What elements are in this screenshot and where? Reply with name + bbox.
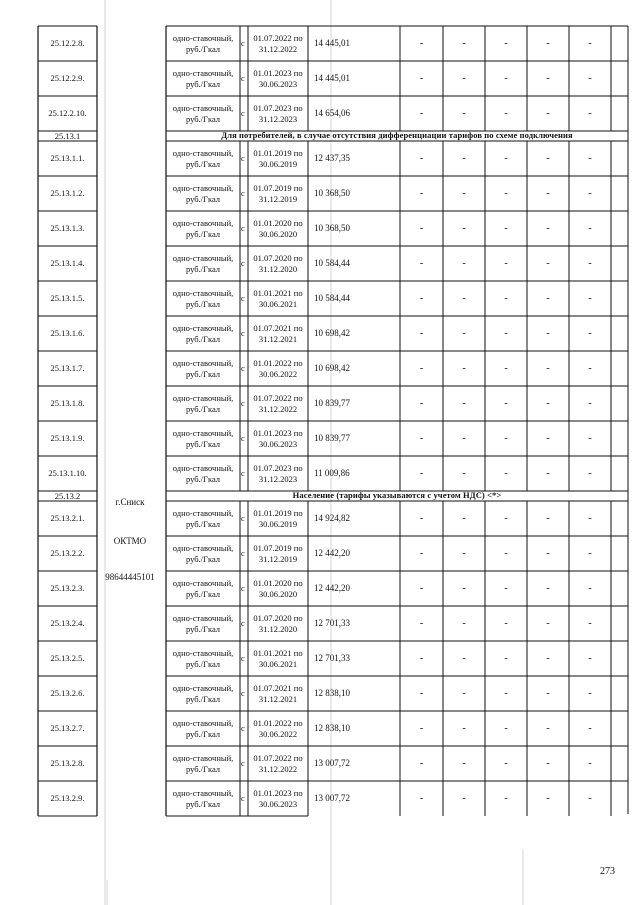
row-dash-cell: - xyxy=(546,73,550,84)
row-period: 01.07.2022 по 31.12.2022 xyxy=(253,392,303,414)
row-dash-cell: - xyxy=(462,723,466,734)
row-dash-cell: - xyxy=(546,398,550,409)
row-tariff-value: 12 442,20 xyxy=(314,548,350,558)
row-code: 25.13.1.4. xyxy=(50,258,85,268)
row-dash-cell: - xyxy=(504,108,508,119)
row-tariff-value: 10 584,44 xyxy=(314,293,350,303)
row-dash-cell: - xyxy=(588,73,592,84)
row-unit: одно-ставочный, руб./Гкал xyxy=(172,612,234,634)
row-dash-cell: - xyxy=(588,108,592,119)
row-period: 01.01.2023 по 30.06.2023 xyxy=(253,427,303,449)
row-dash-cell: - xyxy=(546,328,550,339)
row-code: 25.13.2.9. xyxy=(50,793,85,803)
row-dash-cell: - xyxy=(462,38,466,49)
row-unit: одно-ставочный, руб./Гкал xyxy=(172,682,234,704)
row-dash-cell: - xyxy=(419,258,424,269)
row-tariff-value: 14 445,01 xyxy=(314,38,350,48)
row-unit: одно-ставочный, руб./Гкал xyxy=(172,427,234,449)
row-c-letter: с xyxy=(241,363,245,373)
row-tariff-value: 13 007,72 xyxy=(314,758,350,768)
section-title: Для потребителей, в случае отсутствия дифференциации тарифов по схеме подключения xyxy=(221,130,573,140)
row-dash-cell: - xyxy=(588,293,592,304)
row-dash-cell: - xyxy=(462,108,466,119)
row-c-letter: с xyxy=(241,258,245,268)
row-dash-cell: - xyxy=(588,618,592,629)
row-dash-cell: - xyxy=(588,188,592,199)
row-dash-cell: - xyxy=(546,653,550,664)
row-code: 25.13.1.8. xyxy=(50,398,85,408)
row-c-letter: с xyxy=(241,583,245,593)
row-dash-cell: - xyxy=(504,688,508,699)
row-dash-cell: - xyxy=(462,293,466,304)
row-period: 01.01.2022 по 30.06.2022 xyxy=(253,717,303,739)
row-unit: одно-ставочный, руб./Гкал xyxy=(172,357,234,379)
row-dash-cell: - xyxy=(546,153,550,164)
row-period: 01.07.2019 по 31.12.2019 xyxy=(253,542,303,564)
row-dash-cell: - xyxy=(546,108,550,119)
row-period: 01.01.2023 по 30.06.2023 xyxy=(253,67,303,89)
row-period: 01.07.2021 по 31.12.2021 xyxy=(253,322,303,344)
row-dash-cell: - xyxy=(504,398,508,409)
row-c-letter: с xyxy=(241,688,245,698)
row-dash-cell: - xyxy=(588,38,592,49)
row-period: 01.01.2021 по 30.06.2021 xyxy=(253,287,303,309)
row-tariff-value: 10 698,42 xyxy=(314,363,350,373)
row-period: 01.01.2021 по 30.06.2021 xyxy=(253,647,303,669)
row-code: 25.13.1.10. xyxy=(48,468,87,478)
row-dash-cell: - xyxy=(462,583,466,594)
row-tariff-value: 12 701,33 xyxy=(314,618,350,628)
row-code: 25.13.2.7. xyxy=(50,723,85,733)
row-dash-cell: - xyxy=(462,688,466,699)
row-dash-cell: - xyxy=(462,258,466,269)
row-dash-cell: - xyxy=(462,363,466,374)
row-dash-cell: - xyxy=(419,468,424,479)
row-c-letter: с xyxy=(241,398,245,408)
row-tariff-value: 13 007,72 xyxy=(314,793,350,803)
row-dash-cell: - xyxy=(419,723,424,734)
row-code: 25.12.2.10. xyxy=(48,108,87,118)
row-code: 25.13.1.2. xyxy=(50,188,85,198)
row-c-letter: с xyxy=(241,73,245,83)
row-dash-cell: - xyxy=(419,583,424,594)
row-unit: одно-ставочный, руб./Гкал xyxy=(172,717,234,739)
row-dash-cell: - xyxy=(588,258,592,269)
row-unit: одно-ставочный, руб./Гкал xyxy=(172,147,234,169)
row-dash-cell: - xyxy=(462,513,466,524)
row-unit: одно-ставочный, руб./Гкал xyxy=(172,647,234,669)
row-code: 25.13.1.6. xyxy=(50,328,85,338)
row-unit: одно-ставочный, руб./Гкал xyxy=(172,577,234,599)
row-tariff-value: 10 368,50 xyxy=(314,223,350,233)
row-dash-cell: - xyxy=(462,73,466,84)
row-code: 25.13.2.1. xyxy=(50,513,85,523)
row-period: 01.07.2022 по 31.12.2022 xyxy=(253,752,303,774)
row-dash-cell: - xyxy=(504,433,508,444)
row-period: 01.07.2023 по 31.12.2023 xyxy=(253,462,303,484)
row-c-letter: с xyxy=(241,758,245,768)
row-dash-cell: - xyxy=(588,723,592,734)
row-c-letter: с xyxy=(241,548,245,558)
row-c-letter: с xyxy=(241,188,245,198)
row-unit: одно-ставочный, руб./Гкал xyxy=(172,752,234,774)
row-c-letter: с xyxy=(241,433,245,443)
row-code: 25.13.2.6. xyxy=(50,688,85,698)
row-code: 25.13.2.2. xyxy=(50,548,85,558)
row-code: 25.13.2.4. xyxy=(50,618,85,628)
row-unit: одно-ставочный, руб./Гкал xyxy=(172,322,234,344)
row-period: 01.01.2019 по 30.06.2019 xyxy=(253,147,303,169)
row-dash-cell: - xyxy=(546,223,550,234)
row-unit: одно-ставочный, руб./Гкал xyxy=(172,462,234,484)
row-dash-cell: - xyxy=(504,583,508,594)
row-dash-cell: - xyxy=(504,293,508,304)
row-dash-cell: - xyxy=(419,793,424,804)
row-period: 01.01.2023 по 30.06.2023 xyxy=(253,787,303,809)
row-dash-cell: - xyxy=(588,688,592,699)
row-dash-cell: - xyxy=(504,258,508,269)
row-period: 01.07.2019 по 31.12.2019 xyxy=(253,182,303,204)
row-dash-cell: - xyxy=(419,513,424,524)
row-dash-cell: - xyxy=(546,513,550,524)
row-dash-cell: - xyxy=(546,258,550,269)
row-dash-cell: - xyxy=(462,153,466,164)
row-dash-cell: - xyxy=(504,73,508,84)
row-c-letter: с xyxy=(241,513,245,523)
row-dash-cell: - xyxy=(504,548,508,559)
row-code: 25.13.1.5. xyxy=(50,293,85,303)
row-dash-cell: - xyxy=(588,653,592,664)
row-tariff-value: 12 838,10 xyxy=(314,688,350,698)
row-code: 25.12.2.9. xyxy=(50,73,85,83)
row-period: 01.07.2020 по 31.12.2020 xyxy=(253,612,303,634)
row-dash-cell: - xyxy=(546,293,550,304)
row-dash-cell: - xyxy=(546,618,550,629)
row-dash-cell: - xyxy=(419,548,424,559)
row-code: 25.12.2.8. xyxy=(50,38,85,48)
row-dash-cell: - xyxy=(462,433,466,444)
row-dash-cell: - xyxy=(419,618,424,629)
row-tariff-value: 10 368,50 xyxy=(314,188,350,198)
row-period: 01.01.2020 по 30.06.2020 xyxy=(253,217,303,239)
row-dash-cell: - xyxy=(462,328,466,339)
row-tariff-value: 12 437,35 xyxy=(314,153,350,163)
row-unit: одно-ставочный, руб./Гкал xyxy=(172,392,234,414)
row-dash-cell: - xyxy=(462,223,466,234)
row-unit: одно-ставочный, руб./Гкал xyxy=(172,542,234,564)
row-dash-cell: - xyxy=(546,758,550,769)
row-dash-cell: - xyxy=(504,513,508,524)
row-tariff-value: 10 584,44 xyxy=(314,258,350,268)
row-tariff-value: 14 654,06 xyxy=(314,108,350,118)
row-dash-cell: - xyxy=(504,723,508,734)
row-dash-cell: - xyxy=(419,188,424,199)
row-dash-cell: - xyxy=(462,618,466,629)
row-dash-cell: - xyxy=(588,793,592,804)
oktmo-code: 98644445101 xyxy=(105,572,155,582)
row-dash-cell: - xyxy=(546,688,550,699)
row-dash-cell: - xyxy=(419,328,424,339)
row-tariff-value: 10 698,42 xyxy=(314,328,350,338)
row-unit: одно-ставочный, руб./Гкал xyxy=(172,182,234,204)
row-dash-cell: - xyxy=(588,513,592,524)
row-tariff-value: 10 839,77 xyxy=(314,398,350,408)
row-dash-cell: - xyxy=(462,793,466,804)
row-dash-cell: - xyxy=(588,153,592,164)
row-period: 01.07.2022 по 31.12.2022 xyxy=(253,32,303,54)
row-unit: одно-ставочный, руб./Гкал xyxy=(172,32,234,54)
row-unit: одно-ставочный, руб./Гкал xyxy=(172,217,234,239)
row-dash-cell: - xyxy=(588,583,592,594)
row-c-letter: с xyxy=(241,618,245,628)
row-tariff-value: 12 442,20 xyxy=(314,583,350,593)
row-dash-cell: - xyxy=(588,328,592,339)
row-dash-cell: - xyxy=(462,758,466,769)
row-c-letter: с xyxy=(241,723,245,733)
row-tariff-value: 12 838,10 xyxy=(314,723,350,733)
row-dash-cell: - xyxy=(588,223,592,234)
row-code: 25.13.2.5. xyxy=(50,653,85,663)
row-code: 25.13.2.3. xyxy=(50,583,85,593)
row-code: 25.13.1.3. xyxy=(50,223,85,233)
row-c-letter: с xyxy=(241,38,245,48)
row-dash-cell: - xyxy=(546,583,550,594)
row-dash-cell: - xyxy=(504,363,508,374)
row-dash-cell: - xyxy=(462,548,466,559)
row-dash-cell: - xyxy=(462,653,466,664)
section-code: 25.13.2 xyxy=(54,491,81,501)
row-dash-cell: - xyxy=(419,758,424,769)
row-unit: одно-ставочный, руб./Гкал xyxy=(172,102,234,124)
row-period: 01.01.2019 по 30.06.2019 xyxy=(253,507,303,529)
row-dash-cell: - xyxy=(419,688,424,699)
row-dash-cell: - xyxy=(588,758,592,769)
row-c-letter: с xyxy=(241,468,245,478)
row-dash-cell: - xyxy=(504,653,508,664)
row-dash-cell: - xyxy=(504,188,508,199)
row-dash-cell: - xyxy=(546,363,550,374)
row-unit: одно-ставочный, руб./Гкал xyxy=(172,507,234,529)
row-period: 01.01.2020 по 30.06.2020 xyxy=(253,577,303,599)
row-dash-cell: - xyxy=(462,398,466,409)
row-dash-cell: - xyxy=(462,188,466,199)
row-dash-cell: - xyxy=(419,363,424,374)
row-c-letter: с xyxy=(241,223,245,233)
row-dash-cell: - xyxy=(504,758,508,769)
row-dash-cell: - xyxy=(419,398,424,409)
row-unit: одно-ставочный, руб./Гкал xyxy=(172,787,234,809)
row-code: 25.13.2.8. xyxy=(50,758,85,768)
city-label: г.Сниск xyxy=(115,497,145,507)
page-number: 273 xyxy=(600,866,615,877)
row-period: 01.01.2022 по 30.06.2022 xyxy=(253,357,303,379)
row-c-letter: с xyxy=(241,793,245,803)
row-dash-cell: - xyxy=(504,38,508,49)
oktmo-label: ОКТМО xyxy=(113,536,147,546)
row-period: 01.07.2020 по 31.12.2020 xyxy=(253,252,303,274)
row-dash-cell: - xyxy=(419,223,424,234)
row-dash-cell: - xyxy=(504,153,508,164)
row-c-letter: с xyxy=(241,108,245,118)
row-dash-cell: - xyxy=(588,433,592,444)
row-tariff-value: 14 445,01 xyxy=(314,73,350,83)
row-dash-cell: - xyxy=(504,328,508,339)
row-dash-cell: - xyxy=(588,398,592,409)
row-dash-cell: - xyxy=(546,188,550,199)
row-dash-cell: - xyxy=(546,433,550,444)
row-period: 01.07.2021 по 31.12.2021 xyxy=(253,682,303,704)
row-code: 25.13.1.9. xyxy=(50,433,85,443)
row-dash-cell: - xyxy=(462,468,466,479)
section-code: 25.13.1 xyxy=(54,131,81,141)
row-period: 01.07.2023 по 31.12.2023 xyxy=(253,102,303,124)
row-dash-cell: - xyxy=(419,653,424,664)
row-dash-cell: - xyxy=(588,363,592,374)
row-dash-cell: - xyxy=(419,38,424,49)
row-c-letter: с xyxy=(241,153,245,163)
row-dash-cell: - xyxy=(546,793,550,804)
row-tariff-value: 10 839,77 xyxy=(314,433,350,443)
row-unit: одно-ставочный, руб./Гкал xyxy=(172,252,234,274)
row-c-letter: с xyxy=(241,653,245,663)
row-dash-cell: - xyxy=(504,468,508,479)
row-c-letter: с xyxy=(241,293,245,303)
row-tariff-value: 14 924,82 xyxy=(314,513,350,523)
row-dash-cell: - xyxy=(588,468,592,479)
row-dash-cell: - xyxy=(419,108,424,119)
row-dash-cell: - xyxy=(546,723,550,734)
row-dash-cell: - xyxy=(546,38,550,49)
row-unit: одно-ставочный, руб./Гкал xyxy=(172,287,234,309)
row-dash-cell: - xyxy=(419,293,424,304)
row-c-letter: с xyxy=(241,328,245,338)
row-unit: одно-ставочный, руб./Гкал xyxy=(172,67,234,89)
row-dash-cell: - xyxy=(504,793,508,804)
row-tariff-value: 11 009,86 xyxy=(314,468,350,478)
row-dash-cell: - xyxy=(546,468,550,479)
row-dash-cell: - xyxy=(419,73,424,84)
row-dash-cell: - xyxy=(546,548,550,559)
section-title: Население (тарифы указываются с учетом НДС) <*> xyxy=(292,490,502,500)
row-tariff-value: 12 701,33 xyxy=(314,653,350,663)
row-dash-cell: - xyxy=(419,153,424,164)
row-dash-cell: - xyxy=(419,433,424,444)
row-dash-cell: - xyxy=(588,548,592,559)
row-dash-cell: - xyxy=(504,618,508,629)
row-dash-cell: - xyxy=(504,223,508,234)
row-code: 25.13.1.1. xyxy=(50,153,85,163)
row-code: 25.13.1.7. xyxy=(50,363,85,373)
